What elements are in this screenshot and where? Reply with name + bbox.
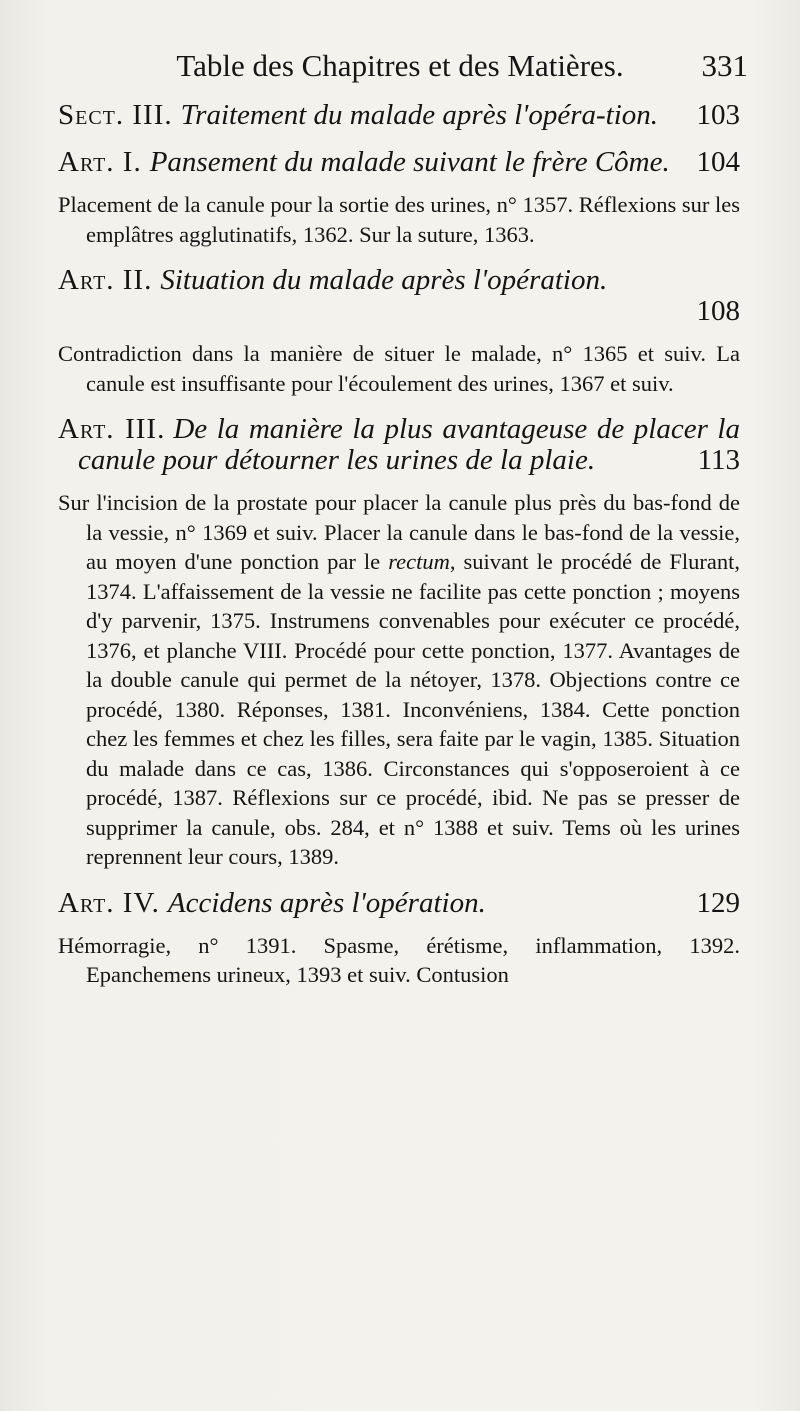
page-number: 331 <box>701 48 748 83</box>
article-title: De la manière la plus avantageuse de placer la canule pour détourner les urines de la plaie. <box>78 413 740 476</box>
article-summary: Placement de la canule pour la sortie des urines, n° 1357. Réflexions sur les emplâtres agglutinatifs, 1362. Sur la suture, 1363. <box>58 192 740 247</box>
section-heading <box>58 100 740 131</box>
article-label: Art. III. <box>58 413 166 445</box>
summary-text: , suivant le procédé de Flurant, 1374. L'affaissement de la vessie ne facilite pas cette ponction ; moyens d'y parvenir, 1375. Instrumens convenables pour exécuter ce procédé, 1376, et planche VIII. Procédé pour cette ponction, 1377. Avantages de la double canule qui permet de la nétoyer, 1378. Objections contre ce procédé, 1380. Réponses, 1381. Inconvéniens, 1384. Cette ponction chez les femmes et chez les filles, sera faite par le vagin, 1385. Situation du malade dans ce cas, 1386. Circonstances qui s'opposeroient à ce procédé, 1387. Réflexions sur ce procédé, ibid. Ne pas se presser de supprimer la canule, obs. 284, et n° 1388 et suiv. Tems où les urines reprennent leur cours, 1389. <box>86 549 740 869</box>
article-heading <box>58 414 740 476</box>
article-title: Accidens après l'opération. <box>167 886 486 919</box>
article-summary: Hémorragie, n° 1391. Spasme, érétisme, inflammation, 1392. Epanchemens urineux, 1393 et suiv. Contusion <box>58 932 740 987</box>
section-label: Sect. III. <box>58 99 173 131</box>
article-page-ref: 113 <box>697 444 740 476</box>
article-heading <box>58 265 740 327</box>
article-label: Art. I. <box>58 146 142 178</box>
running-head-title: Table des Chapitres et des Matières. <box>176 48 624 83</box>
article-page-ref: 129 <box>696 886 740 919</box>
section-title: Traitement du malade après l'opéra-tion. <box>180 99 659 131</box>
article-summary <box>58 488 740 872</box>
article-summary: Contradiction dans la manière de situer le malade, n° 1365 et suiv. La canule est insuffisante pour l'écoulement des urines, 1367 et suiv. <box>58 341 740 396</box>
summary-text: Sur l'incision de la prostate pour placer la canule plus près du bas-fond de la vessie, n° 1369 et suiv. Placer la canule dans le bas-fond de la vessie, au moyen d'une ponction par le <box>58 490 740 574</box>
article-page-ref: 104 <box>696 146 740 178</box>
article-title: Situation du malade après l'opération. <box>160 264 608 296</box>
table-of-contents <box>58 100 740 990</box>
article-heading <box>58 147 740 178</box>
article-label: Art. IV. <box>58 886 160 919</box>
section-page-ref: 103 <box>696 99 740 131</box>
article-page-ref: 108 <box>696 295 740 327</box>
running-head <box>60 48 748 92</box>
article-title: Pansement du malade suivant le frère Côme. <box>149 146 670 178</box>
summary-italic-term: rectum <box>388 549 450 574</box>
article-label: Art. II. <box>58 264 153 296</box>
article-heading <box>58 888 740 919</box>
